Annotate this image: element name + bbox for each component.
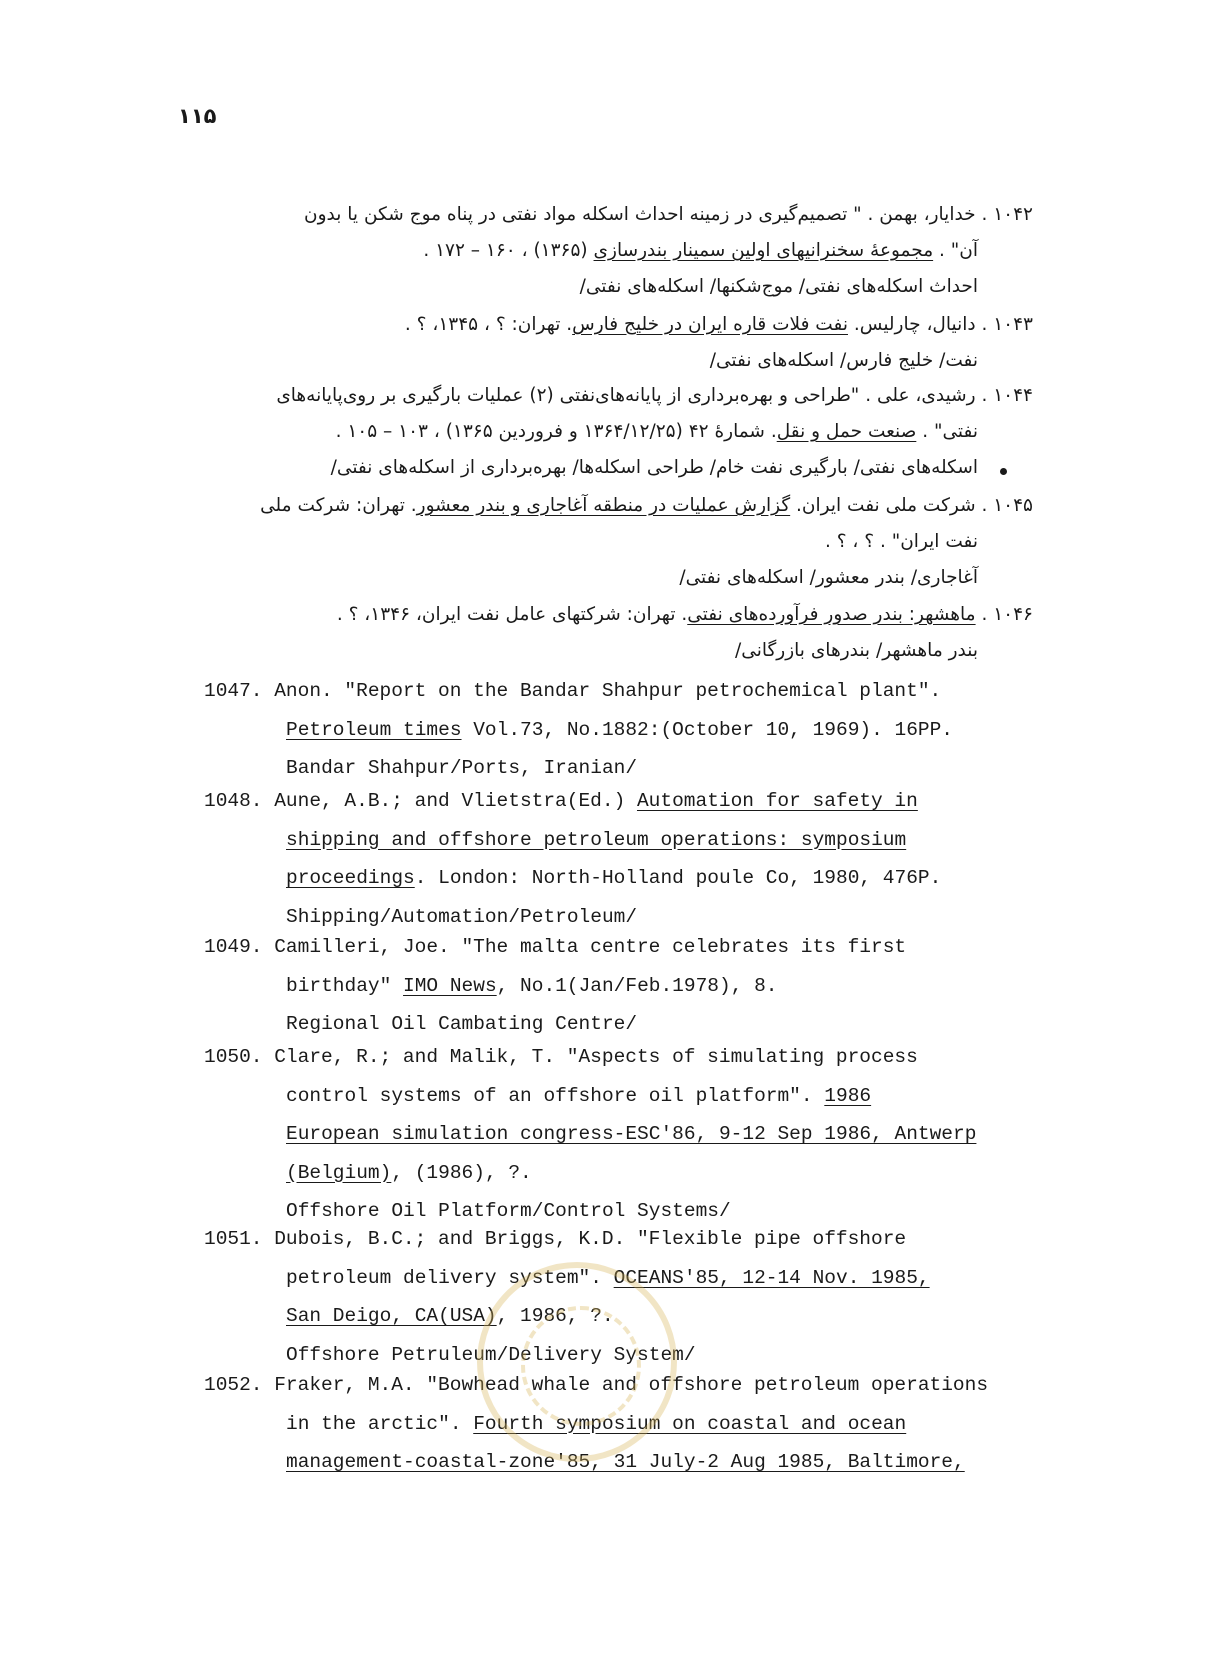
entry-text: نفتی" . bbox=[916, 421, 978, 442]
entry-text: آغاجاری/ بندر معشور/ اسکله‌های نفتی/ bbox=[679, 567, 978, 588]
entry-1045 bbox=[183, 488, 1033, 596]
entry-line bbox=[204, 1038, 1064, 1077]
entry-line bbox=[204, 859, 1064, 898]
entry-text: بندر ماهشهر/ بندرهای بازرگانی/ bbox=[735, 640, 978, 661]
entry-text: Shipping/Automation/Petroleum/ bbox=[286, 905, 638, 928]
entry-line bbox=[204, 967, 1064, 1006]
entry-line bbox=[204, 1443, 1064, 1482]
entry-text: . London: North-Holland poule Co, 1980, 476P. bbox=[414, 867, 942, 889]
entry-text: 1050. Clare, R.; and Malik, T. "Aspects of simulating process bbox=[204, 1046, 918, 1068]
entry-title-underlined: (Belgium) bbox=[286, 1161, 392, 1184]
entry-text: ١٠۴۶ . bbox=[975, 604, 1033, 625]
entry-line bbox=[183, 269, 1033, 305]
entry-title-underlined: European simulation congress-ESC'86, 9-12 Sep 1986, Antwerp bbox=[286, 1123, 977, 1145]
entry-title-underlined: Fourth symposium on coastal and ocean bbox=[473, 1412, 907, 1435]
entry-line bbox=[204, 1154, 1064, 1193]
entry-text: ١٠۴۵ . شرکت ملی نفت ایران. bbox=[790, 495, 1033, 516]
entry-text: . تهران: شرکتهای عامل نفت ایران، ١٣۴۶، ؟ . bbox=[336, 604, 688, 625]
entry-title-underlined: Petroleum times bbox=[286, 718, 462, 741]
entry-line bbox=[204, 1220, 1064, 1259]
entry-line bbox=[183, 633, 1033, 669]
entry-line bbox=[204, 928, 1064, 967]
entry-text: (١٣۶۵) ، ١۶٠ – ١٧٢ . bbox=[423, 240, 594, 261]
entry-text: . تهران: شرکت ملی bbox=[260, 495, 417, 516]
entry-line bbox=[183, 597, 1033, 633]
entry-line bbox=[183, 197, 1033, 233]
entry-1044 bbox=[183, 378, 1033, 486]
entry-line bbox=[183, 414, 1033, 450]
entry-line bbox=[183, 378, 1033, 414]
entry-text: 1048. Aune, A.B.; and Vlietstra(Ed.) bbox=[204, 790, 637, 812]
entry-line bbox=[204, 1077, 1064, 1116]
watermark-seal bbox=[477, 1262, 677, 1462]
entry-title-underlined: management-coastal-zone'85, 31 July-2 Aug 1985, Baltimore, bbox=[286, 1451, 965, 1473]
entry-text: Vol.73, No.1882:(October 10, 1969). 16PP. bbox=[461, 718, 954, 741]
entry-text: . تهران: ؟ ، ١٣۴۵، ؟ . bbox=[404, 314, 573, 335]
entry-1043 bbox=[183, 307, 1033, 379]
entry-line bbox=[183, 307, 1033, 343]
entry-text: آن" . bbox=[933, 240, 978, 261]
entry-text: , (1986), ?. bbox=[391, 1161, 532, 1184]
entry-text: نفت ایران" . ؟ ، ؟ . bbox=[824, 531, 978, 552]
entry-text: 1052. Fraker, M.A. "Bowhead whale and offshore petroleum operations bbox=[204, 1374, 989, 1396]
entry-text: in the arctic". bbox=[286, 1412, 474, 1435]
entry-title-underlined: shipping and offshore petroleum operations: symposium bbox=[286, 828, 907, 851]
entry-text: نفت/ خلیج فارس/ اسکله‌های نفتی/ bbox=[709, 350, 978, 371]
entry-text: اسکله‌های نفتی/ بارگیری نفت خام/ طراحی اسکله‌ها/ بهره‌برداری از اسکله‌های نفتی/ bbox=[330, 457, 978, 478]
entry-text: 1049. Camilleri, Joe. "The malta centre celebrates its first bbox=[204, 936, 907, 958]
entry-text: , No.1(Jan/Feb.1978), 8. bbox=[496, 974, 778, 997]
entry-text: احداث اسکله‌های نفتی/ موج‌شکنها/ اسکله‌های نفتی/ bbox=[579, 276, 978, 297]
entry-text: birthday" bbox=[286, 974, 404, 997]
entry-title-underlined: OCEANS'85, 12-14 Nov. 1985, bbox=[613, 1266, 930, 1289]
entry-line bbox=[204, 1115, 1064, 1154]
entry-text: control systems of an offshore oil platform". bbox=[286, 1084, 825, 1107]
entry-line bbox=[183, 524, 1033, 560]
entry-text: Offshore Oil Platform/Control Systems/ bbox=[286, 1200, 731, 1222]
entry-text: petroleum delivery system". bbox=[286, 1266, 614, 1289]
entry-title-underlined: Automation for safety in bbox=[636, 790, 918, 812]
entry-line bbox=[204, 672, 1064, 711]
entry-text: ١٠۴٣ . دانیال، چارلیس. bbox=[847, 314, 1033, 335]
entry-line bbox=[183, 560, 1033, 596]
entry-line bbox=[183, 488, 1033, 524]
entry-text: Regional Oil Cambating Centre/ bbox=[286, 1013, 638, 1035]
entry-1047 bbox=[204, 672, 1064, 788]
stray-dot bbox=[1000, 468, 1007, 475]
entry-1049 bbox=[204, 928, 1064, 1044]
entry-title-underlined: نفت فلات قاره ایران در خلیج فارس bbox=[572, 314, 848, 335]
entry-text: . شمارهٔ ۴٢ (١٣۶۴/١٢/٢۵ و فروردین ١٣۶۵) ، ١٠٣ – ١٠۵ . bbox=[335, 421, 777, 442]
entry-line bbox=[183, 450, 1033, 486]
entry-title-underlined: IMO News bbox=[403, 974, 497, 997]
entry-line bbox=[183, 233, 1033, 269]
entry-title-underlined: صنعت حمل و نقل bbox=[776, 421, 917, 442]
entry-title-underlined: San Deigo, CA(USA) bbox=[286, 1305, 497, 1327]
entry-1050 bbox=[204, 1038, 1064, 1231]
entry-1046 bbox=[183, 597, 1033, 669]
entry-1042 bbox=[183, 197, 1033, 305]
entry-text: Bandar Shahpur/Ports, Iranian/ bbox=[286, 757, 638, 779]
entry-title-underlined: ماهشهر: بندر صدور فرآورده‌های نفتی bbox=[687, 604, 976, 625]
entry-1048 bbox=[204, 782, 1064, 936]
entry-title-underlined: مجموعهٔ سخنرانیهای اولین سمینار بندرسازی bbox=[593, 240, 934, 261]
entry-line bbox=[204, 711, 1064, 750]
entry-line bbox=[183, 343, 1033, 379]
entry-line bbox=[204, 782, 1064, 821]
entry-text: Offshore Petruleum/Delivery System/ bbox=[286, 1343, 696, 1366]
entry-title-underlined: proceedings bbox=[286, 867, 415, 889]
entry-text: , 1986, ?. bbox=[496, 1305, 614, 1327]
entry-line bbox=[204, 821, 1064, 860]
page-number: ١١۵ bbox=[178, 104, 217, 128]
entry-text: 1051. Dubois, B.C.; and Briggs, K.D. "Flexible pipe offshore bbox=[204, 1228, 907, 1250]
entry-title-underlined: 1986 bbox=[824, 1084, 872, 1107]
entry-text: ١٠۴٢ . خدایار، بهمن . " تصمیم‌گیری در زمینه احداث اسکله مواد نفتی در پناه موج شکن یا بدون bbox=[304, 204, 1033, 225]
entry-text: ١٠۴۴ . رشیدی، علی . "طراحی و بهره‌برداری از پایانه‌های‌نفتی (٢) عملیات بارگیری بر روی‌پایانه‌های bbox=[276, 385, 1033, 406]
entry-text: 1047. Anon. "Report on the Bandar Shahpur petrochemical plant". bbox=[204, 680, 942, 702]
entry-title-underlined: گزارش عملیات در منطقه آغاجاری و بندر معشور bbox=[416, 495, 791, 516]
